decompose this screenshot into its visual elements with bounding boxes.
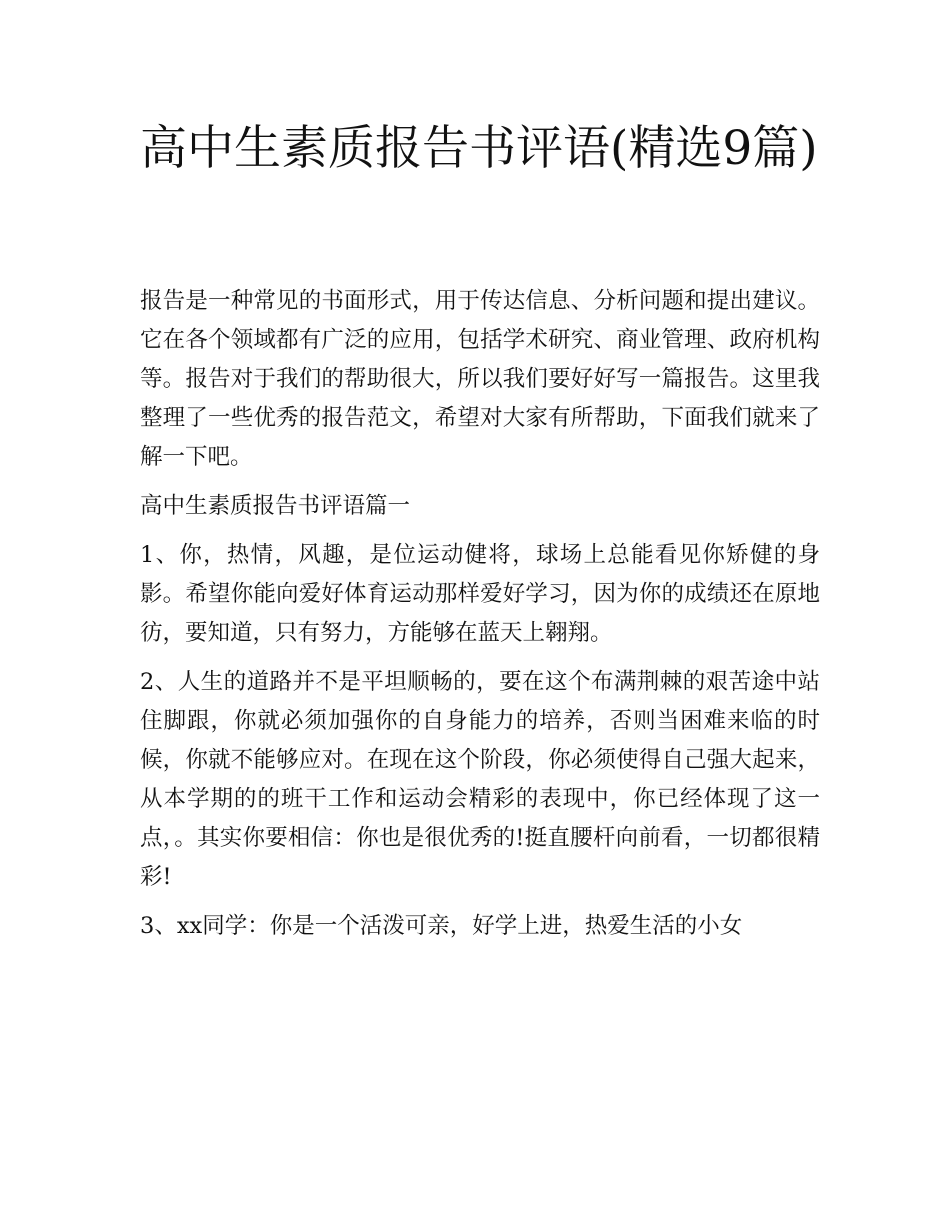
intro-paragraph: 报告是一种常见的书面形式，用于传达信息、分析问题和提出建议。它在各个领域都有广泛的应用，包括学术研究、商业管理、政府机构等。报告对于我们的帮助很大，所以我们要好好写一篇报告。这里我整理了一些优秀的报告范文，希望对大家有所帮助，下面我们就来了解一下吧。 <box>140 288 820 470</box>
comment-item-3: 3、xx同学：你是一个活泼可亲，好学上进，热爱生活的小女 <box>140 913 743 939</box>
section-heading: 高中生素质报告书评语篇一 <box>140 493 411 519</box>
comment-item-2: 2、人生的道路并不是平坦顺畅的，要在这个布满荆棘的艰苦途中站住脚跟，你就必须加强你的自身能力的培养，否则当困难来临的时候，你就不能够应对。在现在这个阶段，你必须使得自己强大起来，从本学期的的班干工作和运动会精彩的表现中，你已经体现了这一点，。其实你要相信：你也是很优秀的!挺直腰杆向前看，一切都很精彩! <box>140 669 820 890</box>
document-body <box>140 282 820 956</box>
document-title: 高中生素质报告书评语(精选9篇) <box>140 121 818 176</box>
comment-item-1: 1、你，热情，风趣，是位运动健将，球场上总能看见你矫健的身影。希望你能向爱好体育运动那样爱好学习，因为你的成绩还在原地彷，要知道，只有努力，方能够在蓝天上翱翔。 <box>140 542 820 646</box>
